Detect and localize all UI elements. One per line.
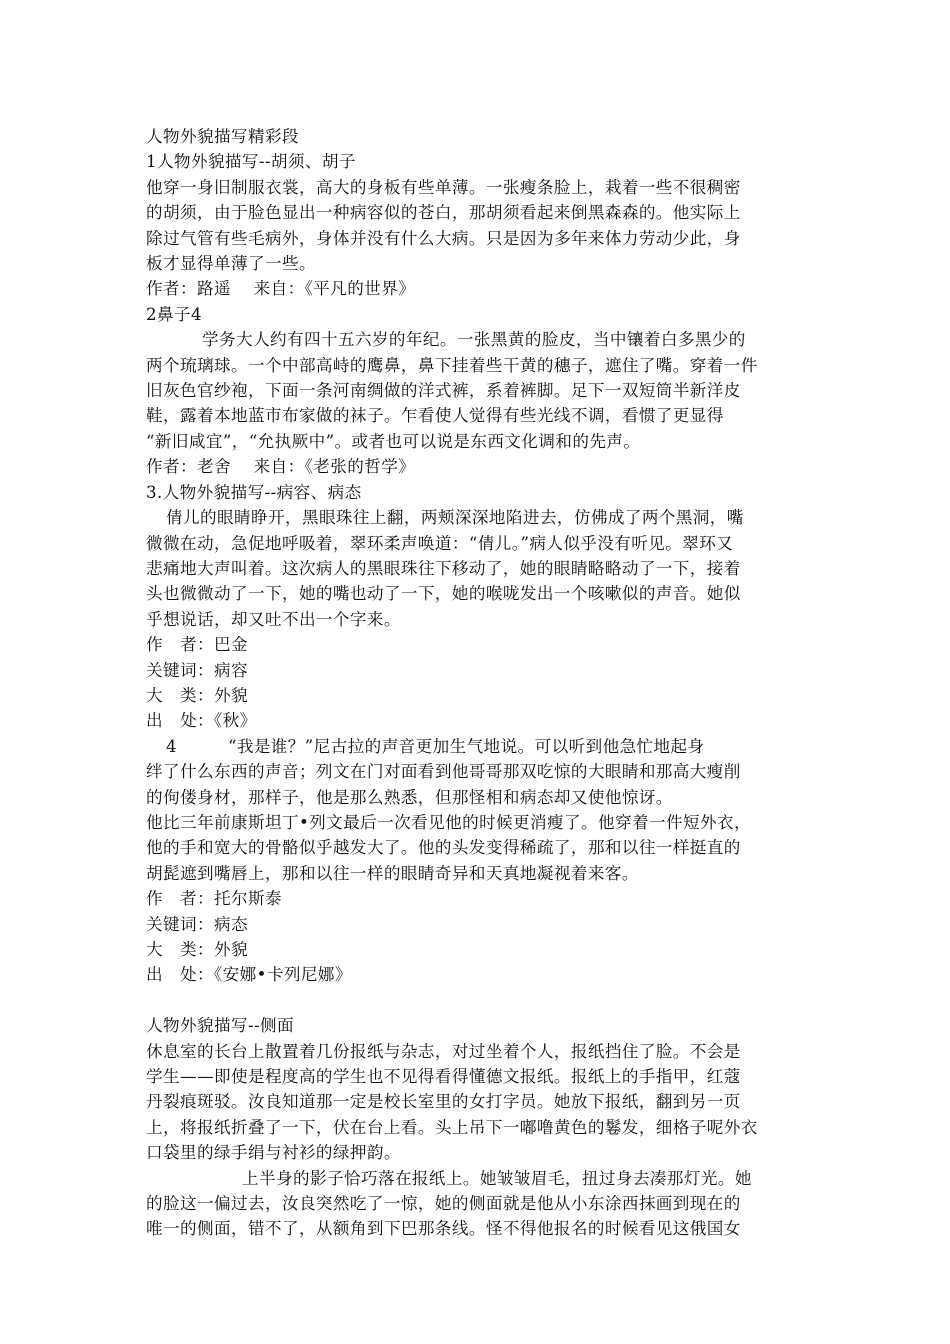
document-page — [146, 124, 810, 1242]
paragraph-line: 他穿一身旧制服衣裳，高大的身板有些单薄。一张瘦条脸上，栽着一些不很稠密 — [146, 177, 741, 197]
paragraph-line: 倩儿的眼睛睁开，黑眼珠往上翻，两颊深深地陷进去，仿佛成了两个黑洞，嘴 — [166, 508, 744, 528]
paragraph-line: 休息室的长台上散置着几份报纸与杂志，对过坐着个人，报纸挡住了脸。不会是 — [146, 1041, 741, 1061]
paragraph-line: 丹裂痕斑驳。汝良知道那一定是校长室里的女打字员。她放下报纸，翻到另一页 — [146, 1092, 741, 1112]
paragraph-line: 旧灰色官纱袍，下面一条河南绸做的洋式裤，系着裤脚。足下一双短筒半新洋皮 — [146, 381, 741, 401]
paragraph-line: 上半身的影子恰巧落在报纸上。她皱皱眉毛，扭过身去凑那灯光。她 — [242, 1168, 752, 1188]
attribution-line: 作者：老舍 来自：《老张的哲学》 — [146, 457, 416, 477]
paragraph-line: 口袋里的绿手绢与衬衫的绿押韵。 — [146, 1143, 401, 1163]
paragraph-line: 上，将报纸折叠了一下，伏在台上看。头上吊下一嘟噜黄色的鬈发，细格子呢外衣 — [146, 1117, 758, 1137]
paragraph-line: 两个琉璃球。一个中部高峙的鹰鼻，鼻下挂着些干黄的穗子，遮住了嘴。穿着一件 — [146, 355, 758, 375]
paragraph-line: 的佝偻身材，那样子，他是那么熟悉，但那怪相和病态却又使他惊讶。 — [146, 787, 673, 807]
paragraph-line: 的脸这一偏过去，汝良突然吃了一惊，她的侧面就是他从小东涂西抹画到现在的 — [146, 1194, 741, 1214]
paragraph-line: 的胡须，由于脸色显出一种病容似的苍白，那胡须看起来倒黑森森的。他实际上 — [146, 203, 741, 223]
blank-line — [146, 988, 810, 1013]
meta-author: 作 者：托尔斯泰 — [146, 889, 282, 909]
meta-category: 大 类：外貌 — [146, 685, 248, 705]
paragraph-line: 胡髭遮到嘴唇上，那和以往一样的眼睛奇异和天真地凝视着来客。 — [146, 863, 639, 883]
paragraph-line: 悲痛地大声叫着。这次病人的黑眼珠往下移动了，她的眼睛略略动了一下，接着 — [146, 558, 741, 578]
paragraph-line: 他比三年前康斯坦丁•列文最后一次看见他的时候更消瘦了。他穿着一件短外衣， — [146, 812, 751, 832]
paragraph-line: 乎想说话，却又吐不出一个字来。 — [146, 609, 401, 629]
paragraph-line: 绊了什么东西的声音；列文在门对面看到他哥哥那双吃惊的大眼睛和那高大瘦削 — [146, 762, 741, 782]
paragraph-line: 头也微微动了一下，她的嘴也动了一下，她的喉咙发出一个咳嗽似的声音。她似 — [146, 584, 741, 604]
attribution-line: 作者：路遥 来自：《平凡的世界》 — [146, 279, 416, 299]
meta-keyword: 关键词：病容 — [146, 660, 248, 680]
section-heading: 2鼻子4 — [146, 304, 202, 324]
section-heading: 人物外貌描写--侧面 — [146, 1016, 294, 1036]
meta-source: 出 处：《秋》 — [146, 711, 257, 731]
section-heading: 3.人物外貌描写--病容、病态 — [146, 482, 362, 502]
paragraph-line: 他的手和宽大的骨骼似乎越发大了。他的头发变得稀疏了，那和以往一样挺直的 — [146, 838, 741, 858]
paragraph-line: 鞋，露着本地蓝市布家做的袜子。乍看使人觉得有些光线不调，看惯了更显得 — [146, 406, 724, 426]
paragraph-line: 唯一的侧面，错不了，从额角到下巴那条线。怪不得他报名的时候看见这俄国女 — [146, 1219, 741, 1239]
paragraph-line: 学务大人约有四十五六岁的年纪。一张黑黄的脸皮，当中镶着白多黑少的 — [202, 330, 746, 350]
meta-source: 出 处：《安娜•卡列尼娜》 — [146, 965, 352, 985]
paragraph-line: 微微在动，急促地呼吸着，翠环柔声唤道：“倩儿。”病人似乎没有听见。翠环又 — [146, 533, 734, 553]
meta-author: 作 者：巴金 — [146, 635, 248, 655]
paragraph-line: 学生——即使是程度高的学生也不见得看得懂德文报纸。报纸上的手指甲，红蔻 — [146, 1067, 741, 1087]
paragraph-line: “新旧咸宜”，“允执厥中”。或者也可以说是东西文化调和的先声。 — [146, 431, 641, 451]
paragraph-line: 板才显得单薄了一些。 — [146, 254, 316, 274]
document-title: 人物外貌描写精彩段 — [146, 127, 299, 146]
paragraph-line: 4 “我是谁？”尼古拉的声音更加生气地说。可以听到他急忙地起身 — [166, 736, 705, 756]
section-heading: 1人物外貌描写--胡须、胡子 — [146, 152, 356, 172]
paragraph-line: 除过气管有些毛病外，身体并没有什么大病。只是因为多年来体力劳动少此，身 — [146, 228, 741, 248]
meta-keyword: 关键词：病态 — [146, 914, 248, 934]
meta-category: 大 类：外貌 — [146, 940, 248, 959]
